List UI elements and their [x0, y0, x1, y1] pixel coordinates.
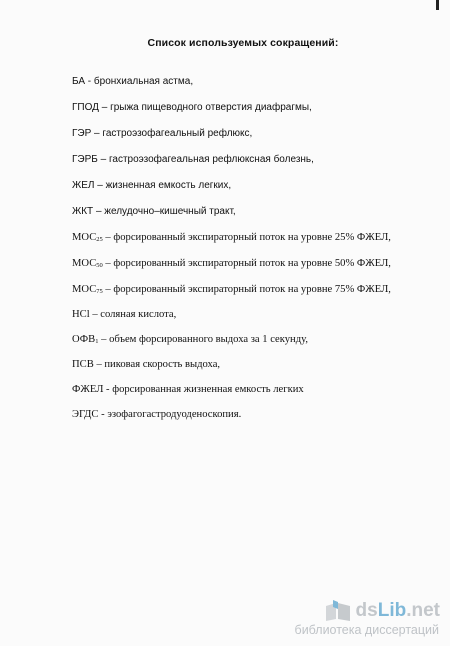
abbreviation-term — [72, 76, 85, 87]
abbreviation-separator: – — [93, 206, 105, 217]
abbreviation-separator: – — [98, 102, 111, 113]
abbreviation-term — [72, 284, 103, 295]
abbreviation-definition: объем форсированного выдоха за 1 секунду, — [109, 334, 308, 345]
abbreviation-term-text: ГПОД — [72, 102, 99, 113]
abbreviation-subscript: 75 — [96, 288, 103, 295]
abbreviation-entry — [72, 153, 314, 166]
abbreviation-separator: – — [94, 180, 106, 191]
abbreviation-subscript: 1 — [95, 338, 99, 345]
abbreviation-term — [72, 359, 94, 370]
watermark-logo-ds: ds — [355, 600, 378, 621]
abbreviation-definition: гастроэзофагеальная рефлюксная болезнь, — [108, 154, 314, 165]
abbreviation-definition: соляная кислота, — [100, 309, 177, 320]
abbreviation-definition: форсированный экспираторный поток на уровне 25% ФЖЕЛ, — [113, 232, 391, 243]
abbreviation-separator: – — [102, 258, 114, 269]
abbreviation-term — [72, 128, 91, 139]
abbreviation-separator: – — [98, 334, 110, 345]
abbreviation-definition: бронхиальная астма, — [93, 76, 194, 87]
abbreviation-entry — [72, 231, 391, 244]
abbreviation-entry — [72, 101, 312, 114]
abbreviation-definition: желудочно–кишечный тракт, — [104, 206, 236, 217]
abbreviation-term — [72, 154, 98, 165]
watermark-logo — [280, 598, 440, 622]
abbreviation-entry — [72, 257, 391, 270]
abbreviation-term — [72, 409, 98, 420]
book-icon — [324, 600, 352, 622]
abbreviation-entry — [72, 283, 391, 296]
abbreviation-entry — [72, 75, 193, 88]
abbreviation-term — [72, 258, 103, 269]
watermark-logo-lib: Lib — [377, 600, 407, 621]
abbreviation-definition: форсированная жизненная емкость легких — [112, 384, 304, 395]
abbreviation-separator: – — [102, 232, 114, 243]
abbreviation-term — [72, 102, 99, 113]
abbreviation-entry — [72, 383, 304, 396]
abbreviation-separator: – — [93, 359, 105, 370]
abbreviation-term-text: ЖЕЛ — [72, 180, 95, 191]
abbreviation-definition: гастроэзофагеальный рефлюкс, — [102, 128, 253, 139]
abbreviation-term-text: ГЭР — [72, 128, 92, 139]
abbreviation-entry — [72, 333, 308, 346]
abbreviation-definition: эзофагогастродуоденоскопия. — [107, 409, 242, 420]
page-title: Список используемых сокращений: — [147, 37, 339, 49]
scan-mark — [436, 0, 439, 10]
abbreviation-definition: форсированный экспираторный поток на уровне 75% ФЖЕЛ, — [113, 284, 391, 295]
watermark-subtitle: библиотека диссертаций — [294, 623, 439, 637]
abbreviation-term-text: ПСВ — [72, 359, 94, 370]
watermark-logo-net: .net — [406, 600, 440, 621]
abbreviation-entry — [72, 179, 231, 192]
abbreviation-entry — [72, 127, 252, 140]
abbreviation-separator: – — [89, 309, 101, 320]
abbreviation-term-text: ЖКТ — [72, 206, 94, 217]
abbreviation-term-text: МОС — [72, 258, 97, 269]
watermark — [280, 598, 440, 637]
abbreviation-separator: – — [97, 154, 109, 165]
abbreviation-term-text: МОС — [72, 284, 97, 295]
abbreviation-entry — [72, 408, 241, 421]
abbreviation-separator: – — [91, 128, 103, 139]
abbreviation-definition: форсированный экспираторный поток на уровне 50% ФЖЕЛ, — [113, 258, 391, 269]
abbreviation-term — [72, 309, 90, 320]
abbreviation-separator: - — [85, 76, 94, 87]
abbreviation-definition: жизненная емкость легких, — [105, 180, 232, 191]
abbreviation-term — [72, 180, 94, 191]
abbreviation-separator: - — [103, 384, 113, 395]
abbreviation-term-text: ГЭРБ — [72, 154, 98, 165]
abbreviation-term-text: ОФВ — [72, 334, 96, 345]
abbreviation-entry — [72, 308, 176, 321]
abbreviation-subscript: 25 — [96, 236, 103, 243]
abbreviation-separator: – — [102, 284, 114, 295]
abbreviation-term-text: НСl — [72, 309, 90, 320]
abbreviation-term — [72, 334, 98, 345]
abbreviation-term-text: ФЖЕЛ — [72, 384, 104, 395]
abbreviation-term — [72, 206, 93, 217]
abbreviation-term — [72, 384, 103, 395]
abbreviation-entry — [72, 358, 220, 371]
abbreviation-subscript: 50 — [96, 262, 103, 269]
abbreviation-definition: пиковая скорость выдоха, — [104, 359, 221, 370]
abbreviation-definition: грыжа пищеводного отверстия диафрагмы, — [110, 102, 312, 113]
abbreviation-term-text: МОС — [72, 232, 97, 243]
abbreviation-term-text: БА — [72, 76, 86, 87]
abbreviation-separator: - — [98, 409, 108, 420]
abbreviation-term — [72, 232, 103, 243]
abbreviation-term-text: ЭГДС — [72, 409, 99, 420]
abbreviation-entry — [72, 205, 236, 218]
